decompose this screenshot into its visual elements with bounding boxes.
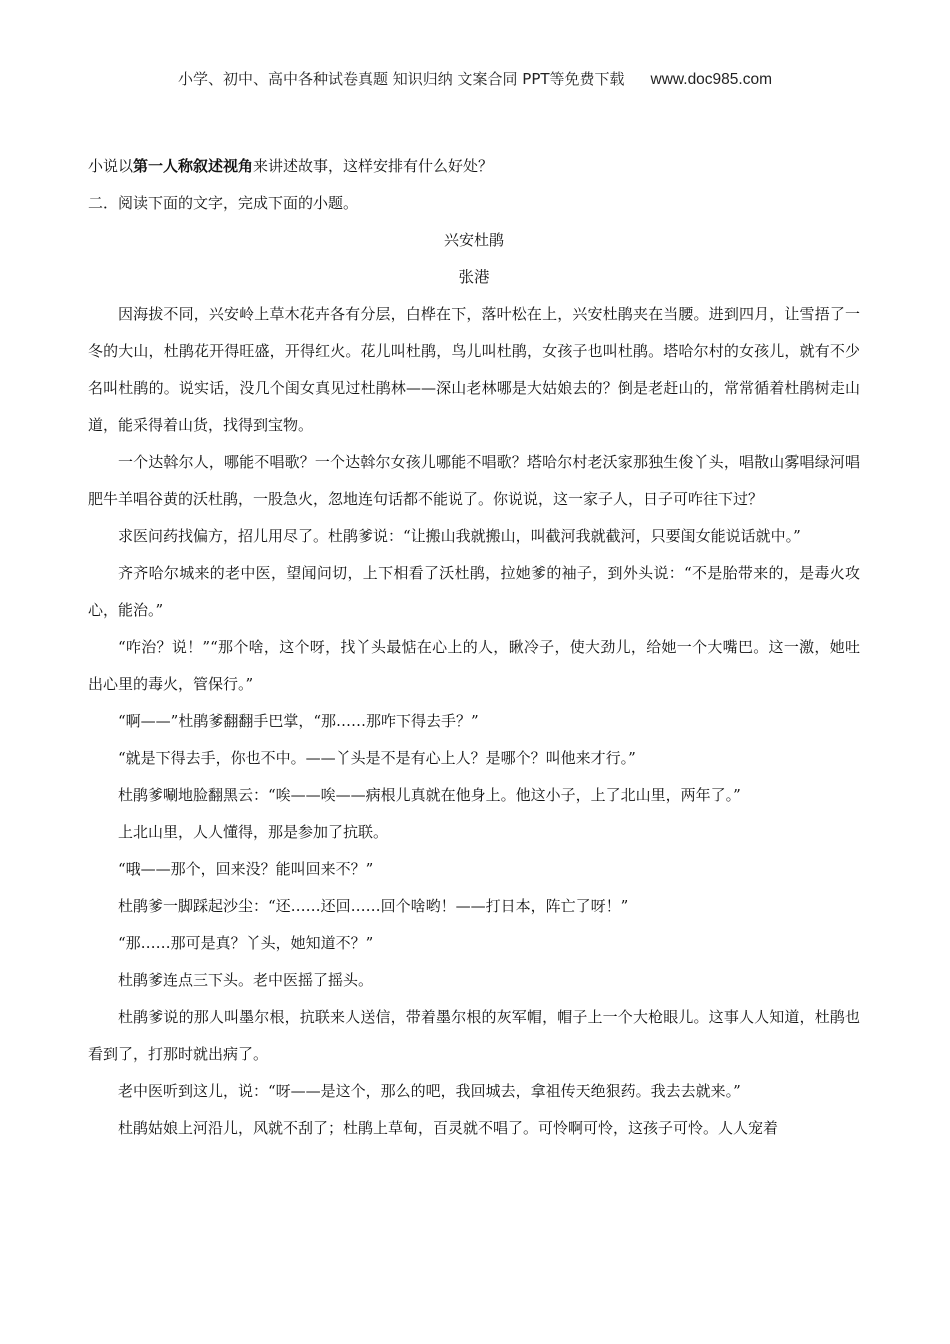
story-paragraph: 上北山里，人人懂得，那是参加了抗联。 xyxy=(118,823,389,841)
story-paragraph: 因海拔不同，兴安岭上草木花卉各有分层，白桦在下，落叶松在上，兴安杜鹃夹在当腰。进到四月，让雪捂了一冬的大山，杜鹃花开得旺盛，开得红火。花儿叫杜鹃，鸟儿叫杜鹃，女孩子也叫杜鹃。塔哈尔村的女孩儿，就有不少名叫杜鹃的。说实话，没几个闺女真见过杜鹃林——深山老林哪是大姑娘去的？倒是老赶山的，常常循着杜鹃树走山道，能采得着山货，找得到宝物。 xyxy=(88,305,860,434)
story-paragraph: “那……那可是真？丫头，她知道不？” xyxy=(118,934,374,952)
header-site-link[interactable]: www.doc985.com xyxy=(650,71,773,88)
page-header xyxy=(0,68,950,89)
story-paragraph: 杜鹃爹说的那人叫墨尔根，抗联来人送信，带着墨尔根的灰军帽，帽子上一个大枪眼儿。这事人人知道，杜鹃也看到了，打那时就出病了。 xyxy=(88,1008,860,1063)
story-paragraph: 杜鹃爹唰地脸翻黑云：“唉——唉——病根儿真就在他身上。他这小子，上了北山里，两年了。” xyxy=(118,786,741,804)
story-paragraph: “哦——那个，回来没？能叫回来不？” xyxy=(118,860,374,878)
question-text xyxy=(88,148,860,185)
question-suffix: 来讲述故事，这样安排有什么好处？ xyxy=(253,157,494,175)
section-heading: 二．阅读下面的文字，完成下面的小题。 xyxy=(88,194,359,212)
document-body xyxy=(88,148,860,1147)
story-paragraph: “咋治？说！”“那个啥，这个呀，找丫头最惦在心上的人，瞅冷子，使大劲儿，给她一个大嘴巴。这一激，她吐出心里的毒火，管保行。” xyxy=(88,638,860,693)
header-text: 小学、初中、高中各种试卷真题 知识归纳 文案合同 PPT等免费下载 xyxy=(177,70,625,88)
story-paragraph: 齐齐哈尔城来的老中医，望闻问切，上下相看了沃杜鹃，拉她爹的袖子，到外头说：“不是胎带来的，是毒火攻心，能治。” xyxy=(88,564,860,619)
story-paragraph: “啊——”杜鹃爹翻翻手巴掌，“那……那咋下得去手？” xyxy=(118,712,479,730)
story-paragraph: 老中医听到这儿，说：“呀——是这个，那么的吧，我回城去，拿祖传天绝狠药。我去去就来。” xyxy=(118,1082,741,1100)
story-author: 张港 xyxy=(458,268,490,286)
story-paragraph: “就是下得去手，你也不中。——丫头是不是有心上人？是哪个？叫他来才行。” xyxy=(118,749,636,767)
story-paragraph: 杜鹃爹连点三下头。老中医摇了摇头。 xyxy=(118,971,374,989)
story-paragraph: 一个达斡尔人，哪能不唱歌？一个达斡尔女孩儿哪能不唱歌？塔哈尔村老沃家那独生俊丫头，唱散山雾唱绿河唱肥牛羊唱谷黄的沃杜鹃，一股急火，忽地连句话都不能说了。你说说，这一家子人，日子可咋往下过？ xyxy=(88,453,860,508)
story-paragraph: 杜鹃爹一脚踩起沙尘：“还……还回……回个啥哟！——打日本，阵亡了呀！” xyxy=(118,897,629,915)
story-paragraph: 杜鹃姑娘上河沿儿，风就不刮了；杜鹃上草甸，百灵就不唱了。可怜啊可怜，这孩子可怜。人人宠着 xyxy=(118,1119,779,1137)
question-prefix: 小说以 xyxy=(88,157,134,175)
question-emphasis: 第一人称叙述视角 xyxy=(133,157,254,175)
story-paragraph: 求医问药找偏方，招儿用尽了。杜鹃爹说：“让搬山我就搬山，叫截河我就截河，只要闺女能说话就中。” xyxy=(118,527,801,545)
story-title: 兴安杜鹃 xyxy=(443,231,504,249)
